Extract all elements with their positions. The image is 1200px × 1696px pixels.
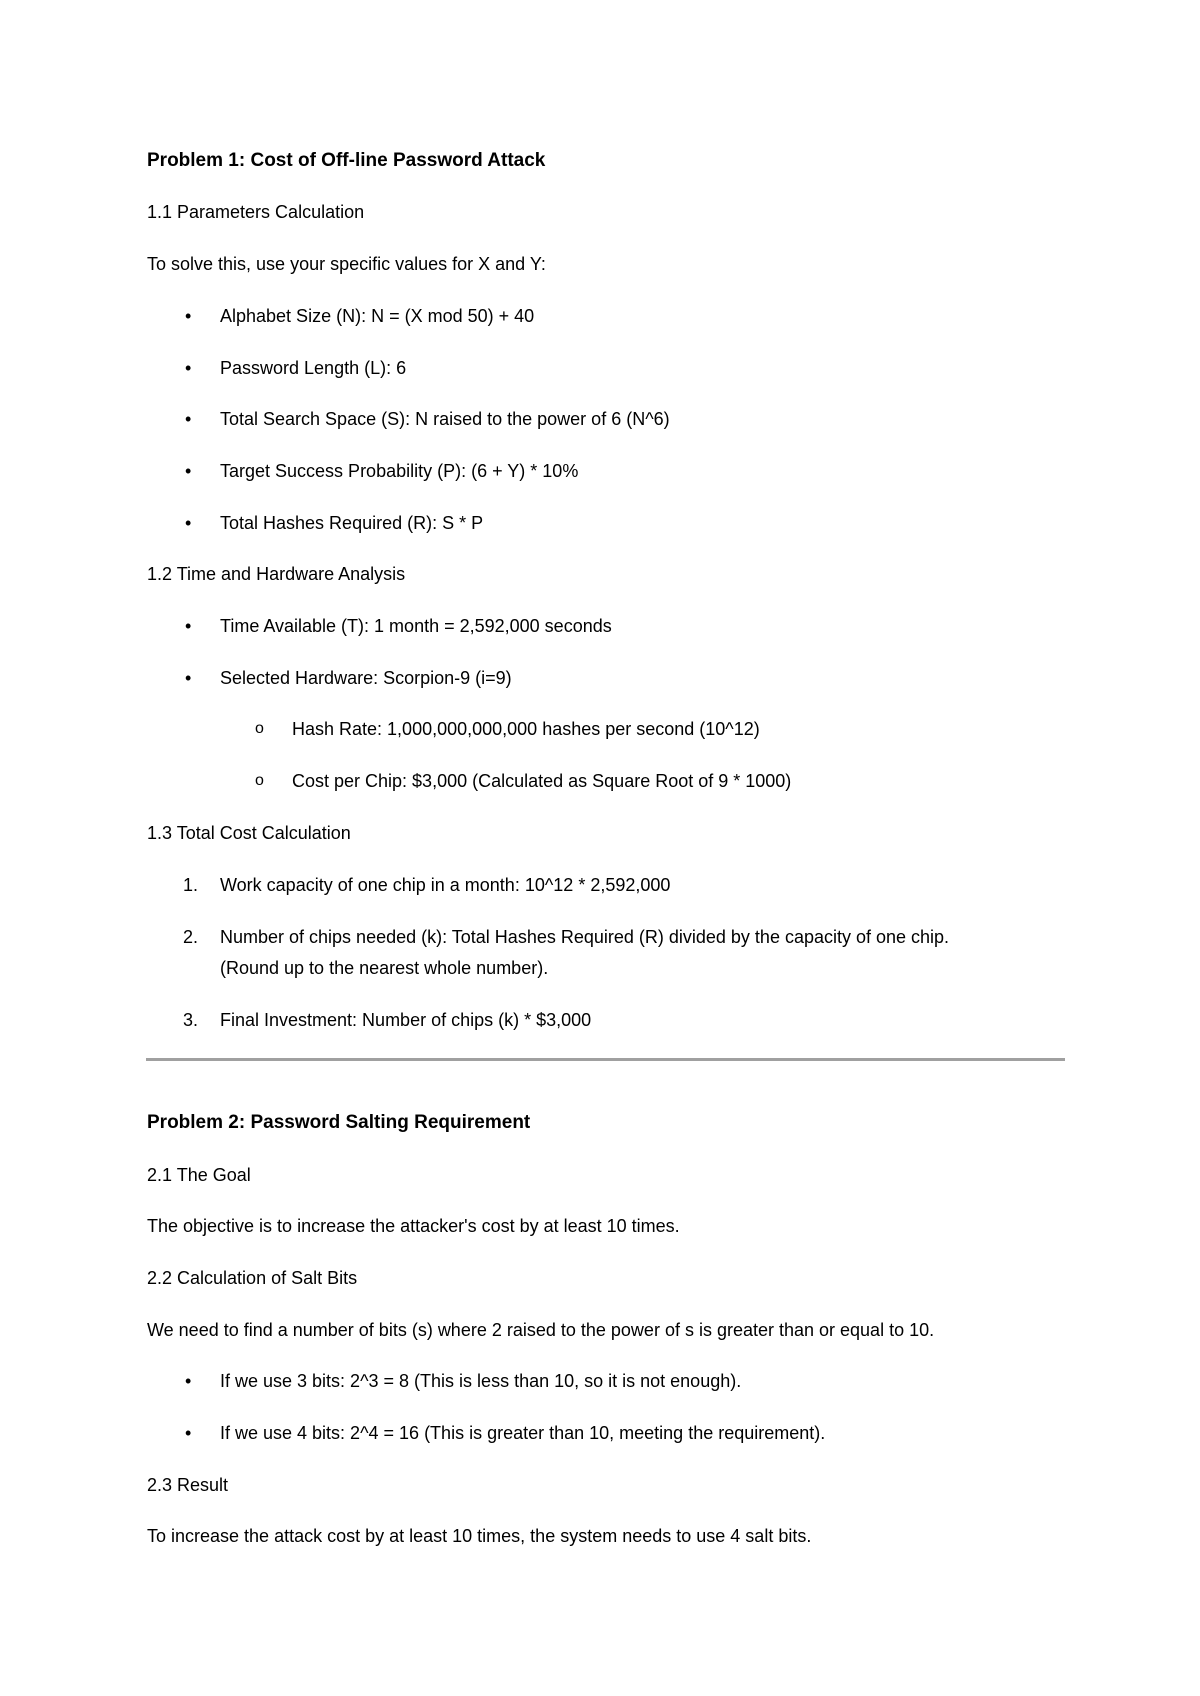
- circle-bullet-icon: o: [255, 720, 264, 737]
- step-number: 2.: [183, 927, 199, 947]
- section-1-3-title: 1.3 Total Cost Calculation: [147, 823, 351, 843]
- section-2-2-title: 2.2 Calculation of Salt Bits: [147, 1268, 358, 1288]
- section-2-3-text: To increase the attack cost by at least 10 times, the system needs to use 4 salt bits.: [147, 1526, 812, 1546]
- bullet-icon: •: [185, 358, 192, 378]
- step-number: 1.: [183, 875, 199, 895]
- problem1-heading: Problem 1: Cost of Off-line Password Attack: [147, 150, 546, 171]
- bullet-icon: •: [185, 409, 192, 429]
- section-1-1-intro: To solve this, use your specific values for X and Y:: [147, 254, 546, 274]
- bullet-icon: •: [185, 668, 192, 688]
- bullet-icon: •: [185, 306, 192, 326]
- bullet-icon: •: [185, 616, 192, 636]
- section-2-3-title: 2.3 Result: [147, 1475, 229, 1495]
- bullet-icon: •: [185, 1423, 192, 1443]
- step-number: 3.: [183, 1010, 199, 1030]
- bullet-icon: •: [185, 1371, 192, 1391]
- section-2-1-title: 2.1 The Goal: [147, 1165, 251, 1185]
- problem2-heading: Problem 2: Password Salting Requirement: [147, 1112, 531, 1133]
- section-1-2-title: 1.2 Time and Hardware Analysis: [147, 564, 406, 584]
- section-1-1-title: 1.1 Parameters Calculation: [147, 202, 365, 222]
- bullet-icon: •: [185, 461, 192, 481]
- section-2-2-text: We need to find a number of bits (s) where 2 raised to the power of s is greater than or equal to 10.: [147, 1320, 935, 1340]
- bullet-icon: •: [185, 513, 192, 533]
- horizontal-divider: [146, 1058, 1065, 1061]
- document-page: Problem 1: Cost of Off-line Password Attack 1.1 Parameters Calculation To solve this, use your specific values for X and Y: • Alphabet Size (N): N = (X mod 50) + 40 • Password Length (L): 6 • Total Search Space (S): N raised to the power of 6 (N^6) • Target Success Probability (P): (6 + Y) * 10% • Total Hashes Required (R): S * P 1.2 Time and Hardware Analysis • Time Available (T): 1 month = 2,592,000 seconds • Selected Hardware: Scorpion-9 (i=9) o Hash Rate: 1,000,000,000,000 hashes per second (10^12) o Cost per Chip: $3,000 (Calculated as Square Root of 9 * 1000) 1.3 Total Cost Calculation 1. Work capacity of one chip in a month: 10^12 * 2,592,000 2. Number of chips needed (k): Total Hashes Required (R) divided by the capacity of one chip. (Round up to the nearest whole number). 3. Final Investment: Number of chips (k) * $3,000 Problem 2: Password Salting Requirement 2.1 The Goal The objective is to increase the attacker's cost by at least 10 times. 2.2 Calculation of Salt Bits We need to find a number of bits (s) where 2 raised to the power of s is greater than or equal to 10. • If we use 3 bits: 2^3 = 8 (This is less than 10, so it is not enough). • If we use 4 bits: 2^4 = 16 (This is greater than 10, meeting the requirement). 2.3 Result To increase the attack cost by at least 10 times, the system needs to use 4 salt bits.: [0, 0, 1200, 1696]
- section-2-1-text: The objective is to increase the attacker's cost by at least 10 times.: [147, 1216, 680, 1236]
- circle-bullet-icon: o: [255, 772, 264, 789]
